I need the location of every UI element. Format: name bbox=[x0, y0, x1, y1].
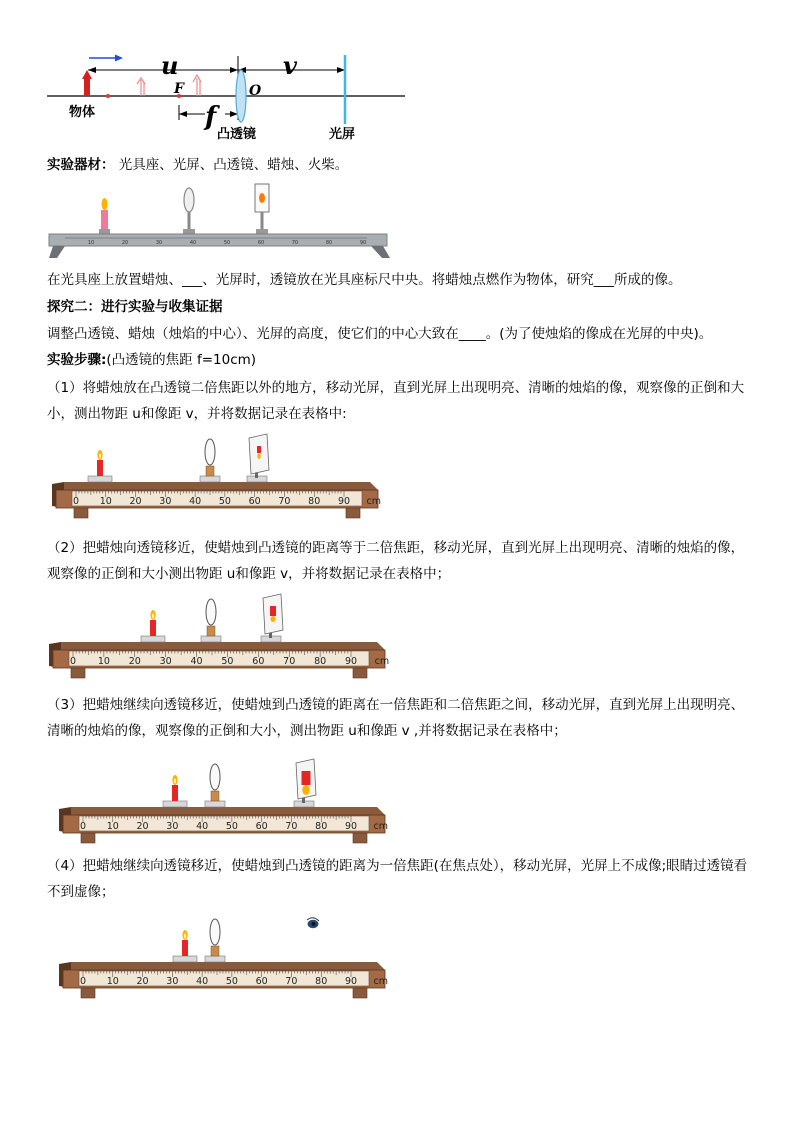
ruler-tick-label: cm bbox=[373, 976, 389, 987]
label-lens: 凸透镜 bbox=[217, 127, 257, 142]
small-bench-tick-label: 10 bbox=[87, 240, 95, 246]
step-1-text: （1）将蜡烛放在凸透镜二倍焦距以外的地方，移动光屏，直到光屏上出现明亮、清晰的烛焰的像，观察像的正倒和大小，测出物距 u和像距 v，并将数据记录在表格中: bbox=[47, 380, 745, 422]
ruler-tick-label: 90 bbox=[344, 976, 358, 987]
ruler-tick-label: 80 bbox=[315, 976, 328, 987]
small-bench-tick-label: 50 bbox=[223, 240, 231, 246]
equipment-label: 实验器材： bbox=[47, 157, 115, 173]
steps-note: (凸透镜的焦距 f=10cm) bbox=[106, 352, 257, 368]
step-4-bench bbox=[57, 910, 387, 1005]
ruler-tick-label: 40 bbox=[196, 821, 209, 832]
equipment-text: 光具座、光屏、凸透镜、蜡烛、火柴。 bbox=[118, 157, 349, 173]
equipment-line bbox=[47, 155, 348, 175]
lens-diagram bbox=[45, 50, 410, 145]
label-O: O bbox=[249, 83, 262, 99]
label-object: 物体 bbox=[69, 105, 96, 120]
ruler-tick-label: 10 bbox=[97, 656, 110, 667]
small-bench-tick-label: 70 bbox=[291, 240, 299, 246]
small-bench-tick-label: 20 bbox=[121, 240, 129, 246]
label-u: u bbox=[161, 51, 179, 80]
ruler-tick-label: cm bbox=[373, 821, 389, 832]
ruler-tick-label: cm bbox=[366, 496, 382, 507]
ruler-tick-label: 20 bbox=[136, 821, 149, 832]
ruler-tick-label: 30 bbox=[166, 821, 179, 832]
ruler-tick-label: cm bbox=[374, 656, 390, 667]
ruler-tick-label: 70 bbox=[285, 821, 298, 832]
label-F: F bbox=[174, 81, 184, 97]
step-4-text: （4）把蜡烛继续向透镜移近，使蜡烛到凸透镜的距离为一倍焦距(在焦点处），移动光屏，光屏上不成像;眼睛过透镜看不到虚像； bbox=[47, 858, 748, 900]
steps-heading bbox=[47, 350, 256, 370]
ruler-tick-label: 80 bbox=[314, 656, 327, 667]
section2-title: 探究二：进行实验与收集证据 bbox=[47, 299, 223, 315]
ruler-tick-label: 20 bbox=[129, 496, 142, 507]
ruler-tick-label: 70 bbox=[283, 656, 296, 667]
ruler-tick-label: 50 bbox=[225, 976, 238, 987]
ruler-tick-label: 70 bbox=[285, 976, 298, 987]
ruler-tick-label: 60 bbox=[252, 656, 265, 667]
ruler-tick-label: 90 bbox=[344, 821, 358, 832]
label-v: v bbox=[283, 51, 297, 80]
ruler-tick-label: 70 bbox=[278, 496, 291, 507]
steps-label: 实验步骤: bbox=[47, 352, 107, 368]
ruler-tick-label: 60 bbox=[248, 496, 261, 507]
ruler-tick-label: 40 bbox=[190, 656, 203, 667]
ruler-tick-label: 10 bbox=[106, 821, 119, 832]
label-screen: 光屏 bbox=[329, 127, 356, 142]
ruler-tick-label: 40 bbox=[196, 976, 209, 987]
label-f: f bbox=[205, 102, 217, 132]
step-3-bench bbox=[57, 755, 387, 850]
step-2-text: （2）把蜡烛向透镜移近，使蜡烛到凸透镜的距离等于二倍焦距，移动光屏，直到光屏上出现明亮、清晰的烛焰的像，观察像的正倒和大小测出物距 u和像距 v，并将数据记录在表格中； bbox=[47, 540, 745, 582]
ruler-tick-label: 0 bbox=[79, 821, 87, 832]
small-bench-tick-label: 40 bbox=[189, 240, 197, 246]
ruler-tick-label: 10 bbox=[106, 976, 119, 987]
ruler-tick-label: 90 bbox=[344, 656, 358, 667]
small-bench-tick-label: 30 bbox=[155, 240, 163, 246]
setup-paragraph: 在光具座上放置蜡烛、___、光屏时，透镜放在光具座标尺中央。将蜡烛点燃作为物体，研究___所成的像。 bbox=[47, 272, 682, 288]
ruler-tick-label: 50 bbox=[218, 496, 231, 507]
ruler-tick-label: 80 bbox=[315, 821, 328, 832]
ruler-tick-label: 20 bbox=[128, 656, 141, 667]
ruler-tick-label: 20 bbox=[136, 976, 149, 987]
ruler-tick-label: 80 bbox=[308, 496, 321, 507]
ruler-tick-label: 50 bbox=[221, 656, 234, 667]
section2-paragraph: 调整凸透镜、蜡烛（烛焰的中心）、光屏的高度，使它们的中心大致在____。(为了使烛焰的像成在光屏的中央)。 bbox=[47, 326, 713, 342]
ruler-tick-label: 60 bbox=[255, 821, 268, 832]
ruler-tick-label: 10 bbox=[99, 496, 112, 507]
ruler-tick-label: 90 bbox=[337, 496, 351, 507]
ruler-tick-label: 0 bbox=[79, 976, 87, 987]
ruler-tick-label: 0 bbox=[72, 496, 80, 507]
small-bench-tick-label: 80 bbox=[325, 240, 333, 246]
step-2-bench bbox=[47, 590, 390, 685]
ruler-tick-label: 0 bbox=[69, 656, 77, 667]
ruler-tick-label: 30 bbox=[159, 656, 172, 667]
step-3-text: （3）把蜡烛继续向透镜移近，使蜡烛到凸透镜的距离在一倍焦距和二倍焦距之间，移动光屏，直到光屏上出现明亮、清晰的烛焰的像，观察像的正倒和大小，测出物距 u和像距 v ,并将数据记录在表格中； bbox=[47, 697, 745, 739]
ruler-tick-label: 30 bbox=[166, 976, 179, 987]
step-1-bench bbox=[50, 430, 380, 530]
small-bench-tick-label: 90 bbox=[359, 240, 367, 246]
ruler-tick-label: 30 bbox=[159, 496, 172, 507]
optical-bench-photo bbox=[47, 180, 392, 260]
ruler-tick-label: 50 bbox=[225, 821, 238, 832]
ruler-tick-label: 40 bbox=[189, 496, 202, 507]
ruler-tick-label: 60 bbox=[255, 976, 268, 987]
small-bench-tick-label: 60 bbox=[257, 240, 265, 246]
